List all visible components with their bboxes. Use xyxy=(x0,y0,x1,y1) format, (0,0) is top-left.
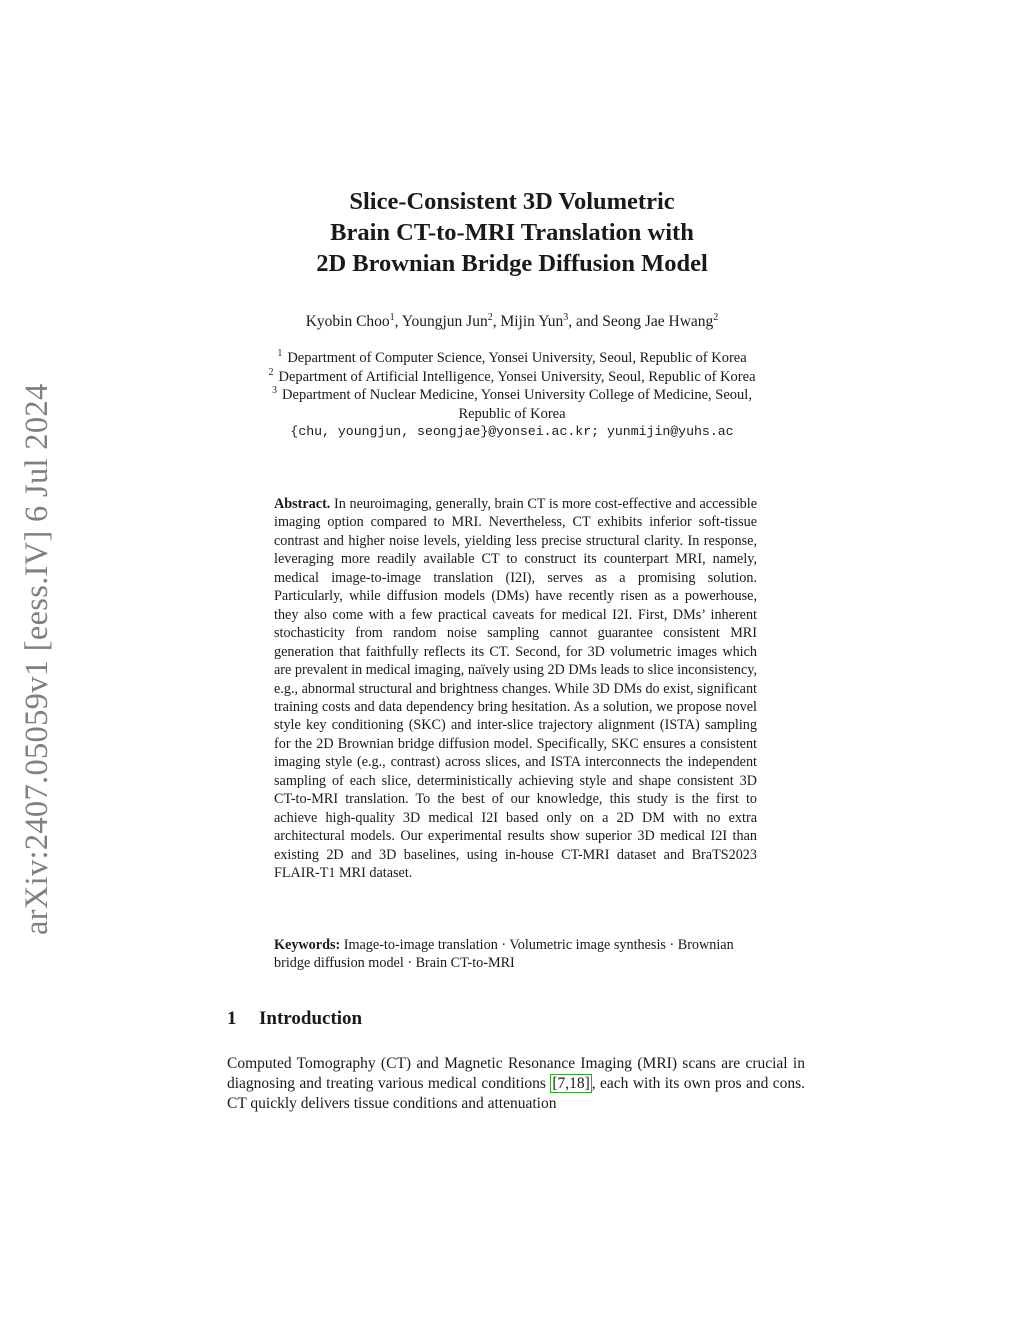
author-affiliation-mark: 1 xyxy=(389,311,395,323)
author-separator: , and xyxy=(568,313,603,330)
author-name: Mijin Yun xyxy=(500,313,564,330)
intro-text: , each with its own pros and cons. CT quickly delivers tissue conditions and attenuation xyxy=(227,1075,805,1112)
section-number: 1 xyxy=(227,1008,237,1029)
affiliations xyxy=(0,349,1024,442)
affiliation-number: 1 xyxy=(277,348,283,360)
author-separator: , xyxy=(492,313,501,330)
title-line: Brain CT-to-MRI Translation with xyxy=(330,219,694,246)
affiliation-line xyxy=(0,386,1024,405)
author-name: Kyobin Choo xyxy=(305,313,390,330)
affiliation-line xyxy=(0,349,1024,368)
affiliation-continuation: Republic of Korea xyxy=(458,405,566,422)
affiliation-number: 2 xyxy=(268,366,274,378)
author-emails: {chu, youngjun, seongjae}@yonsei.ac.kr; yunmijin@yuhs.ac xyxy=(290,424,734,439)
affiliation-line xyxy=(0,368,1024,387)
arxiv-stamp: arXiv:2407.05059v1 [eess.IV] 6 Jul 2024 xyxy=(19,383,55,935)
abstract xyxy=(274,495,757,883)
author-separator: , xyxy=(394,313,402,330)
abstract-label: Abstract. xyxy=(274,496,331,512)
abstract-text: In neuroimaging, generally, brain CT is more cost-effective and accessible imaging option compared to MRI. Nevertheless, CT exhibits inferior soft-tissue contrast and higher noise levels, yielding less precise structural clarity. In response, leveraging more readily available CT to construct its counterpart MRI, namely, medical image-to-image translation (I2I), serves as a promising solution. Particularly, while diffusion models (DMs) have recently risen as a powerhouse, they also come with a few practical caveats for medical I2I. First, DMs’ inherent stochasticity from random noise sampling cannot guarantee consistent MRI generation that faithfully reflects its CT. Second, for 3D volumetric images which are prevalent in medical imaging, naïvely using 2D DMs leads to slice inconsistency, e.g., abnormal structural and brightness changes. While 3D DMs do exist, significant training costs and data dependency bring hesitation. As a solution, we propose novel style key conditioning (SKC) and inter-slice trajectory alignment (ISTA) sampling for the 2D Brownian bridge diffusion model. Specifically, SKC ensures a consistent imaging style (e.g., contrast) across slices, and ISTA interconnects the independent sampling of each slice, deterministically achieving style and shape consistent 3D CT-to-MRI translation. To the best of our knowledge, this study is the first to achieve high-quality 3D medical I2I based only on a 2D DM with no extra architectural models. Our experimental results show superior 3D medical I2I than existing 2D and 3D baselines, using in-house CT-MRI dataset and BraTS2023 FLAIR-T1 MRI dataset. xyxy=(274,496,757,882)
keywords-text: Image-to-image translation · Volumetric image synthesis · Brownian bridge diffusion model · Brain CT-to-MRI xyxy=(274,937,734,972)
author-list xyxy=(0,313,1024,331)
affiliation-text: Department of Nuclear Medicine, Yonsei University College of Medicine, Seoul, xyxy=(282,387,752,403)
author-name: Seong Jae Hwang xyxy=(602,313,714,330)
section-heading xyxy=(227,1008,362,1030)
title-line: 2D Brownian Bridge Diffusion Model xyxy=(316,250,708,277)
affiliation-number: 3 xyxy=(272,385,278,397)
intro-paragraph xyxy=(227,1054,805,1114)
citation-link[interactable]: [7,18] xyxy=(552,1075,590,1092)
intro-text: Computed Tomography (CT) and Magnetic Resonance Imaging (MRI) scans are crucial in diagnosing and treating various medical conditions xyxy=(227,1055,805,1092)
keywords xyxy=(274,936,757,973)
affiliation-text: Department of Computer Science, Yonsei University, Seoul, Republic of Korea xyxy=(287,350,747,366)
keywords-label: Keywords: xyxy=(274,937,341,953)
title-line: Slice-Consistent 3D Volumetric xyxy=(349,188,675,215)
affiliation-text: Department of Artificial Intelligence, Yonsei University, Seoul, Republic of Korea xyxy=(278,368,756,385)
author-affiliation-mark: 3 xyxy=(563,311,569,323)
author-affiliation-mark: 2 xyxy=(713,311,719,323)
section-title: Introduction xyxy=(259,1008,363,1029)
author-name: Youngjun Jun xyxy=(401,313,488,330)
paper-title xyxy=(0,186,1024,279)
author-affiliation-mark: 2 xyxy=(487,311,493,323)
